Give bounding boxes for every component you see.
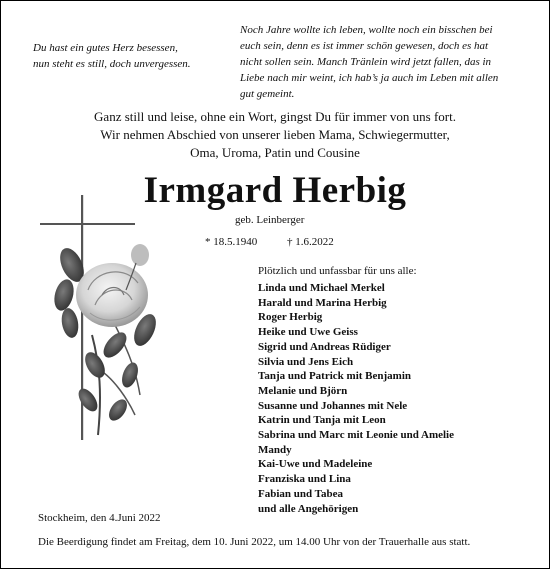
list-item: Katrin und Tanja mit Leon: [258, 414, 386, 427]
maiden-name: geb. Leinberger: [235, 214, 305, 226]
right-quote-line: Liebe nach mir weint, ich hab’s ja auch im Leben mit allen: [240, 72, 499, 84]
list-item: Tanja und Patrick mit Benjamin: [258, 370, 412, 383]
list-item: Franziska und Lina: [258, 473, 351, 486]
right-quote-line: euch sein, denn es ist immer schön gewesen, doch es hat: [240, 40, 489, 52]
left-quote: [33, 40, 223, 72]
list-item: Sabrina und Marc mit Leonie und Amelie: [258, 429, 454, 442]
list-item: Linda und Michael Merkel: [258, 282, 385, 294]
mourners-list: [258, 281, 454, 516]
intro-text: [0, 108, 550, 162]
right-quote-line: nicht sollen sein. Manch Tränlein wird jetzt fallen, das in: [240, 56, 492, 68]
intro-line: Oma, Uroma, Patin und Cousine: [190, 145, 360, 160]
list-item: Heike und Uwe Geiss: [258, 326, 358, 339]
right-quote-line: gut gemeint.: [240, 88, 295, 100]
list-item: Susanne und Johannes mit Nele: [258, 399, 408, 412]
list-item: und alle Angehörigen: [258, 502, 359, 515]
list-item: Roger Herbig: [258, 311, 323, 324]
funeral-notice: Die Beerdigung findet am Freitag, dem 10. Juni 2022, um 14.00 Uhr von der Trauerhalle aus statt.: [38, 536, 471, 548]
list-item: Sigrid und Andreas Rüdiger: [258, 340, 391, 353]
intro-line: Ganz still und leise, ohne ein Wort, gingst Du für immer von uns fort.: [94, 109, 456, 124]
list-item: Kai-Uwe und Madeleine: [258, 458, 373, 471]
list-item: Mandy: [258, 443, 292, 456]
mourners-lead: Plötzlich und unfassbar für uns alle:: [258, 265, 417, 277]
list-item: Silvia und Jens Eich: [258, 355, 354, 368]
intro-line: Wir nehmen Abschied von unserer lieben Mama, Schwiegermutter,: [100, 127, 450, 142]
list-item: Fabian und Tabea: [258, 487, 343, 500]
right-quote-line: Noch Jahre wollte ich leben, wollte noch ein bisschen bei: [240, 24, 493, 36]
birth-date: * 18.5.1940: [205, 236, 258, 248]
cross-with-rose-icon: [40, 195, 170, 445]
death-date: † 1.6.2022: [287, 236, 334, 248]
left-quote-line: Du hast ein gutes Herz besessen,: [33, 42, 178, 54]
list-item: Melanie und Björn: [258, 384, 348, 397]
right-quote: [240, 22, 540, 102]
left-quote-line: nun steht es still, doch unvergessen.: [33, 58, 191, 70]
list-item: Harald und Marina Herbig: [258, 296, 387, 309]
deceased-name: Irmgard Herbig: [143, 170, 407, 211]
place-date: Stockheim, den 4.Juni 2022: [38, 512, 161, 524]
